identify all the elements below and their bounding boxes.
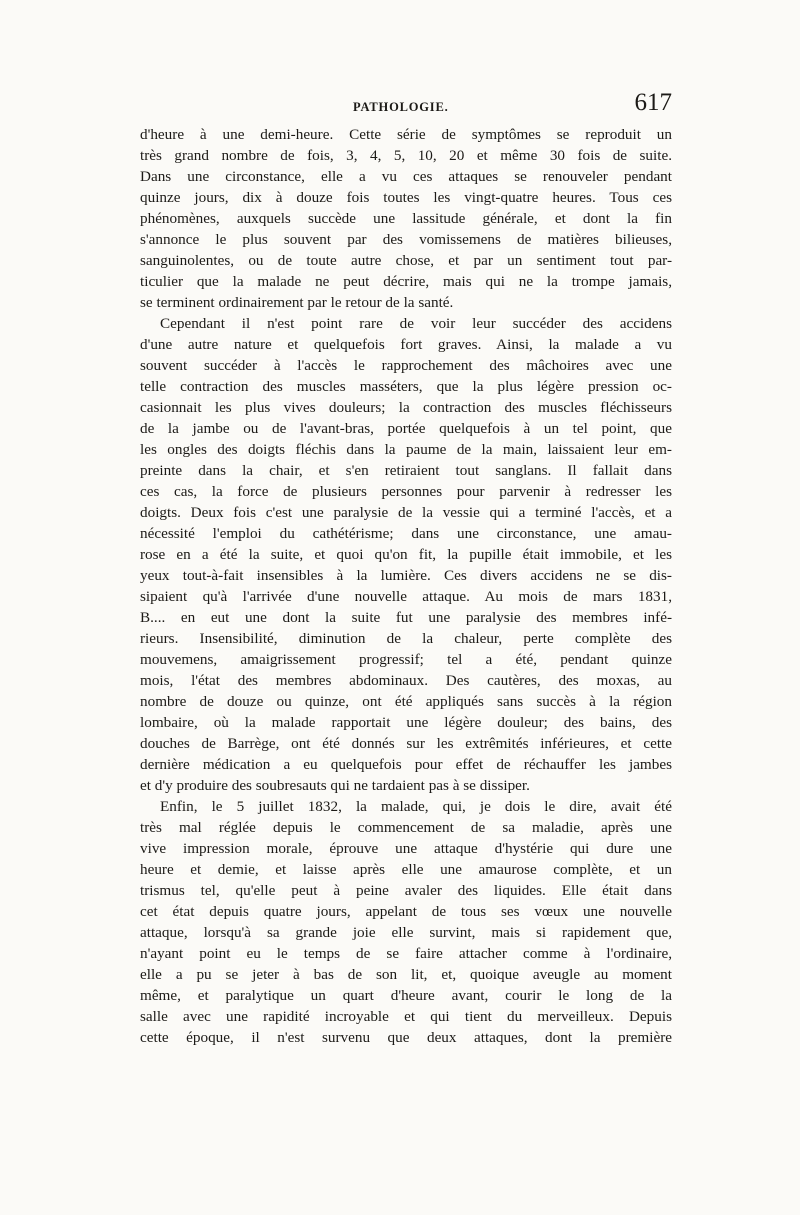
text-line: yeux tout-à-fait insensibles à la lumière. Ces divers accidens ne se dis- [140, 567, 672, 584]
text-line: nombre de douze ou quinze, ont été appliqués sans succès à la région [140, 693, 672, 710]
text-line: s'annonce le plus souvent par des vomissemens de matières bilieuses, [140, 231, 672, 248]
text-line: quinze jours, dix à douze fois toutes les vingt-quatre heures. Tous ces [140, 189, 672, 206]
text-line: très grand nombre de fois, 3, 4, 5, 10, 20 et même 30 fois de suite. [140, 147, 672, 164]
text-line: très mal réglée depuis le commencement de sa maladie, après une [140, 819, 672, 836]
text-line: même, et paralytique un quart d'heure avant, courir le long de la [140, 987, 672, 1004]
text-line: cet état depuis quatre jours, appelant de tous ses vœux une nouvelle [140, 903, 672, 920]
text-line: Enfin, le 5 juillet 1832, la malade, qui, je dois le dire, avait été [160, 798, 672, 815]
text-line: les ongles des doigts fléchis dans la paume de la main, laissaient leur em- [140, 441, 672, 458]
text-line: ces cas, la force de plusieurs personnes pour parvenir à redresser les [140, 483, 672, 500]
text-line: de la jambe ou de l'avant-bras, portée quelquefois à un tel point, que [140, 420, 672, 437]
text-line: rose en a été la suite, et quoi qu'on fit, la pupille était immobile, et les [140, 546, 672, 563]
page-header [140, 89, 672, 120]
text-line: dernière médication a eu quelquefois pour effet de réchauffer les jambes [140, 756, 672, 773]
text-line: mouvemens, amaigrissement progressif; tel a été, pendant quinze [140, 651, 672, 668]
page-number: 617 [634, 89, 672, 116]
text-line: phénomènes, auxquels succède une lassitude générale, et dont la fin [140, 210, 672, 227]
text-line: doigts. Deux fois c'est une paralysie de la vessie qui a terminé l'accès, et a [140, 504, 672, 521]
text-line: sanguinolentes, ou de toute autre chose, et par un sentiment tout par- [140, 252, 672, 269]
paragraph [140, 796, 672, 1048]
text-line: et d'y produire des soubresauts qui ne tardaient pas à se dissiper. [140, 777, 530, 794]
text-line: Dans une circonstance, elle a vu ces attaques se renouveler pendant [140, 168, 672, 185]
text-line: attaque, lorsqu'à sa grande joie elle survint, mais si rapidement que, [140, 924, 672, 941]
text-line: lombaire, où la malade rapportait une légère douleur; des bains, des [140, 714, 672, 731]
text-line: cette époque, il n'est survenu que deux attaques, dont la première [140, 1029, 672, 1046]
paragraph [140, 313, 672, 796]
text-line: mois, l'état des membres abdominaux. Des cautères, des moxas, au [140, 672, 672, 689]
text-line: elle a pu se jeter à bas de son lit, et, quoique aveugle au moment [140, 966, 672, 983]
text-line: telle contraction des muscles masséters, que la plus légère pression oc- [140, 378, 672, 395]
text-line: se terminent ordinairement par le retour de la santé. [140, 294, 454, 311]
body-text [140, 124, 672, 1048]
text-line: ticulier que la malade ne peut décrire, mais qui ne la trompe jamais, [140, 273, 672, 290]
text-line: n'ayant point eu le temps de se faire attacher comme à l'ordinaire, [140, 945, 672, 962]
text-line: heure et demie, et laisse après elle une amaurose complète, et un [140, 861, 672, 878]
running-head: PATHOLOGIE. [353, 100, 449, 114]
text-line: trismus tel, qu'elle peut à peine avaler des liquides. Elle était dans [140, 882, 672, 899]
text-line: d'heure à une demi-heure. Cette série de symptômes se reproduit un [140, 126, 672, 143]
text-line: d'une autre nature et quelquefois fort graves. Ainsi, la malade a vu [140, 336, 672, 353]
text-line: Cependant il n'est point rare de voir leur succéder des accidens [160, 315, 672, 332]
text-line: rieurs. Insensibilité, diminution de la chaleur, perte complète des [140, 630, 672, 647]
paragraph [140, 124, 672, 313]
text-line: souvent succéder à l'accès le rapprochement des mâchoires avec une [140, 357, 672, 374]
text-line: nécessité l'emploi du cathétérisme; dans une circonstance, une amau- [140, 525, 672, 542]
text-line: B.... en eut une dont la suite fut une paralysie des membres infé- [140, 609, 672, 626]
text-line: salle avec une rapidité incroyable et qui tient du merveilleux. Depuis [140, 1008, 672, 1025]
text-line: vive impression morale, éprouve une attaque d'hystérie qui dure une [140, 840, 672, 857]
text-line: sipaient qu'à l'arrivée d'une nouvelle attaque. Au mois de mars 1831, [140, 588, 672, 605]
text-line: preinte dans la chair, et s'en retiraient tout sanglans. Il fallait dans [140, 462, 672, 479]
text-line: douches de Barrège, ont été donnés sur les extrêmités inférieures, et cette [140, 735, 672, 752]
text-line: casionnait les plus vives douleurs; la contraction des muscles fléchisseurs [140, 399, 672, 416]
